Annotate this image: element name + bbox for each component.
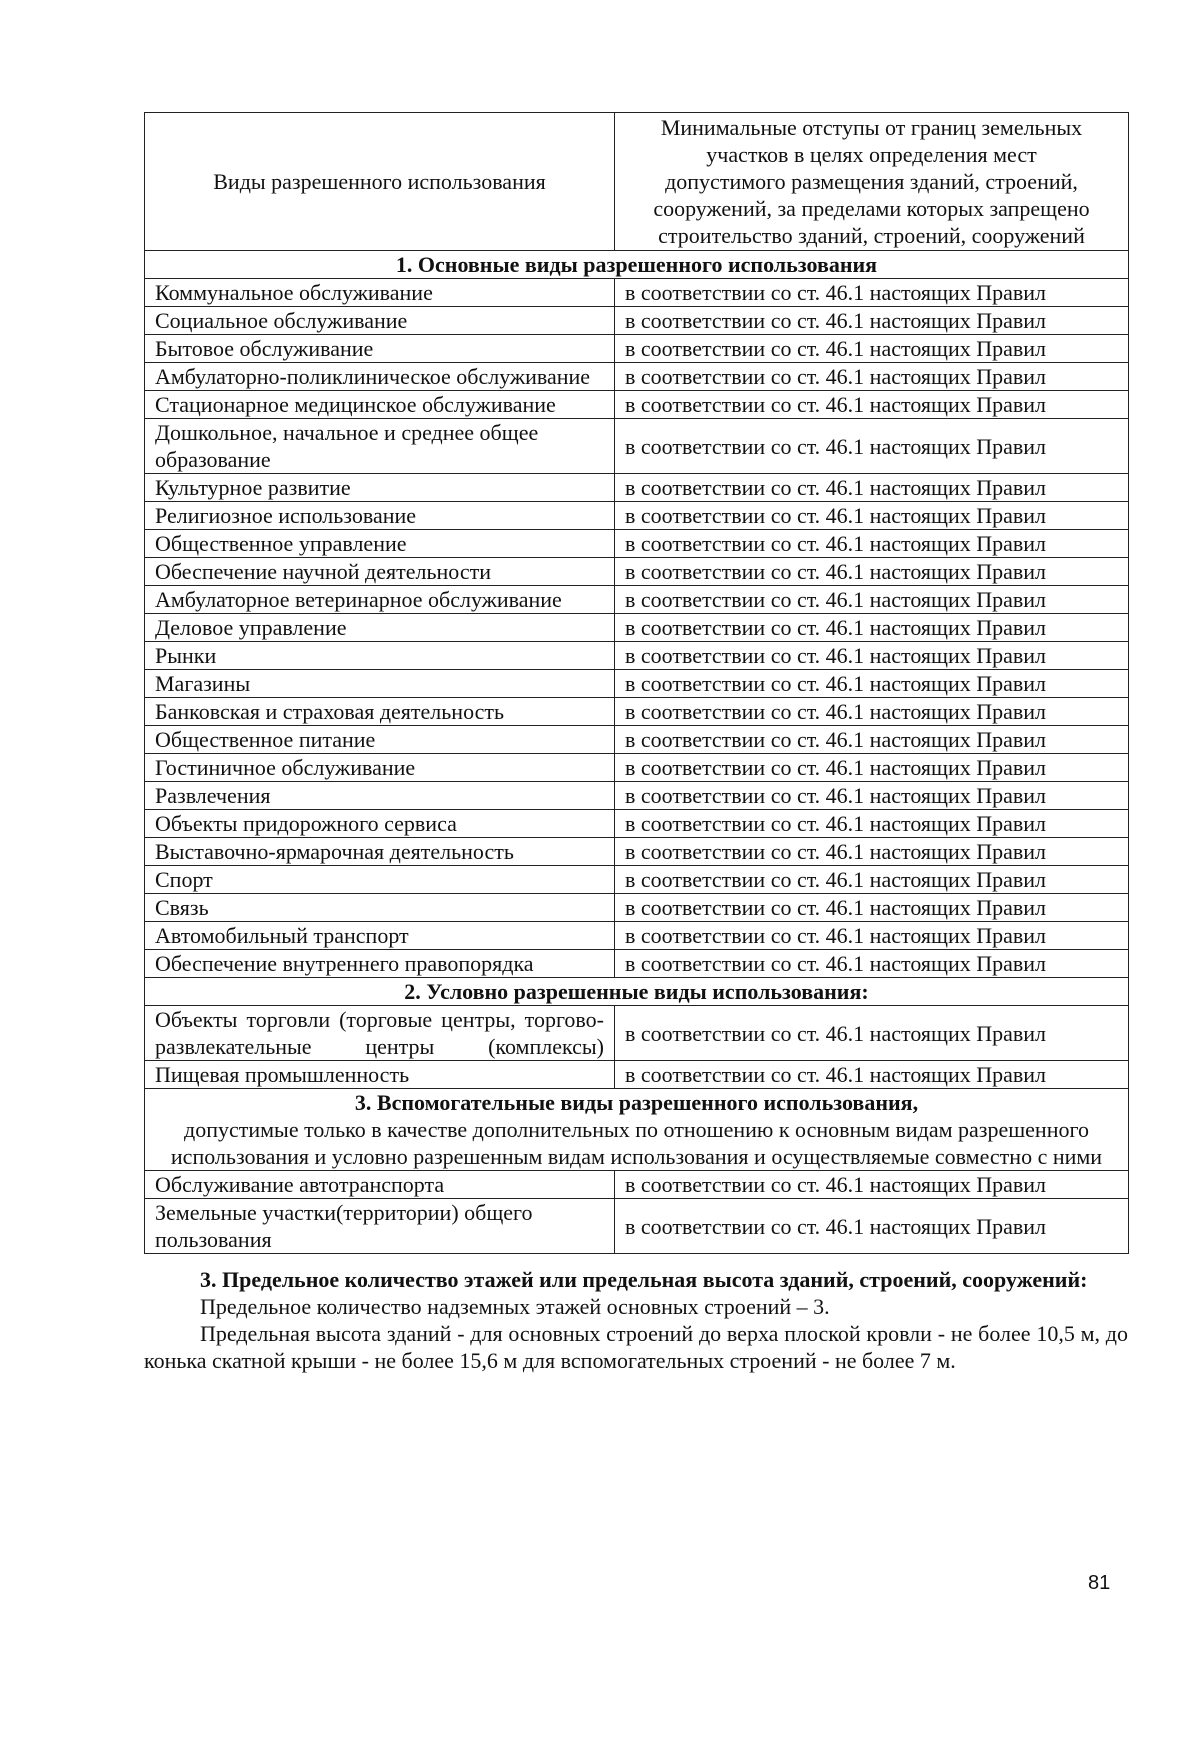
setback-cell: в соответствии со ст. 46.1 настоящих Правил: [615, 698, 1129, 726]
use-type-cell: Деловое управление: [145, 614, 615, 642]
table-row: [145, 698, 1129, 726]
table-row: [145, 1199, 1129, 1254]
use-type-cell: Социальное обслуживание: [145, 307, 615, 335]
setback-cell: в соответствии со ст. 46.1 настоящих Правил: [615, 782, 1129, 810]
paragraph: Предельное количество надземных этажей основных строений – 3.: [200, 1294, 830, 1319]
header-col-setbacks: [615, 113, 1129, 251]
table-row: [145, 391, 1129, 419]
paragraph: Предельная высота зданий - для основных строений до верха плоской кровли - не более 10,5 м, до конька скатной крыши - не более 15,6 м для вспомогательных строений - не более 7 м.: [144, 1321, 1128, 1373]
use-type-cell: Дошкольное, начальное и среднее общее образование: [145, 419, 615, 474]
use-type-cell: Религиозное использование: [145, 502, 615, 530]
setback-cell: в соответствии со ст. 46.1 настоящих Правил: [615, 1171, 1129, 1199]
table-row: [145, 419, 1129, 474]
setback-cell: в соответствии со ст. 46.1 настоящих Правил: [615, 335, 1129, 363]
use-type-cell: Спорт: [145, 866, 615, 894]
use-type-cell: Коммунальное обслуживание: [145, 279, 615, 307]
setback-cell: в соответствии со ст. 46.1 настоящих Правил: [615, 838, 1129, 866]
setback-cell: в соответствии со ст. 46.1 настоящих Правил: [615, 810, 1129, 838]
use-type-cell: Обеспечение внутреннего правопорядка: [145, 950, 615, 978]
setback-cell: в соответствии со ст. 46.1 настоящих Правил: [615, 922, 1129, 950]
section3-subtitle: допустимые только в качестве дополнительных по отношению к основным видам разрешенного использования и условно разрешенным видам использования и осуществляемые совместно с ними: [170, 1117, 1103, 1169]
use-type-cell: Общественное управление: [145, 530, 615, 558]
section1-rows: [145, 279, 1129, 978]
table-row: [145, 502, 1129, 530]
table-row: [145, 586, 1129, 614]
header-col-use-type: Виды разрешенного использования: [145, 113, 615, 251]
header-line: допустимого размещения зданий, строений,: [665, 169, 1078, 194]
section3-title: 3. Вспомогательные виды разрешенного использования,: [354, 1090, 919, 1115]
use-type-cell: Связь: [145, 894, 615, 922]
header-line: участков в целях определения мест: [706, 142, 1037, 167]
use-type-cell: Гостиничное обслуживание: [145, 754, 615, 782]
page-number: 81: [1088, 1572, 1111, 1594]
table-row: [145, 894, 1129, 922]
table-row: [145, 474, 1129, 502]
section3-title-cell: [145, 1089, 1129, 1171]
setback-cell: в соответствии со ст. 46.1 настоящих Правил: [615, 363, 1129, 391]
setback-cell: в соответствии со ст. 46.1 настоящих Правил: [615, 279, 1129, 307]
table-header-row: [145, 113, 1129, 251]
setback-cell: в соответствии со ст. 46.1 настоящих Правил: [615, 419, 1129, 474]
table-row: [145, 1006, 1129, 1061]
setback-cell: в соответствии со ст. 46.1 настоящих Правил: [615, 614, 1129, 642]
use-type-cell: Магазины: [145, 670, 615, 698]
header-line: строительство зданий, строений, сооружений: [658, 223, 1085, 248]
table-row: [145, 950, 1129, 978]
table-row: [145, 670, 1129, 698]
setback-cell: в соответствии со ст. 46.1 настоящих Правил: [615, 558, 1129, 586]
use-type-cell: Культурное развитие: [145, 474, 615, 502]
table-row: [145, 642, 1129, 670]
table-row: [145, 810, 1129, 838]
setback-cell: в соответствии со ст. 46.1 настоящих Правил: [615, 502, 1129, 530]
permitted-use-table: [144, 112, 1129, 1254]
section1-title: 1. Основные виды разрешенного использования: [145, 251, 1129, 279]
table-row: [145, 1061, 1129, 1089]
table-row: [145, 866, 1129, 894]
use-type-cell: Рынки: [145, 642, 615, 670]
setback-cell: в соответствии со ст. 46.1 настоящих Правил: [615, 586, 1129, 614]
setback-cell: в соответствии со ст. 46.1 настоящих Правил: [615, 1199, 1129, 1254]
table-row: [145, 726, 1129, 754]
table-row: [145, 558, 1129, 586]
setback-cell: в соответствии со ст. 46.1 настоящих Правил: [615, 754, 1129, 782]
section2-title: 2. Условно разрешенные виды использования:: [145, 978, 1129, 1006]
table-row: [145, 279, 1129, 307]
use-type-cell: Выставочно-ярмарочная деятельность: [145, 838, 615, 866]
table-row: [145, 782, 1129, 810]
height-limits-heading: 3. Предельное количество этажей или предельная высота зданий, строений, сооружений:: [200, 1267, 1088, 1292]
setback-cell: в соответствии со ст. 46.1 настоящих Правил: [615, 1006, 1129, 1061]
use-type-cell: Земельные участки(территории) общего пользования: [145, 1199, 615, 1254]
table-row: [145, 307, 1129, 335]
use-type-cell: Объекты торговли (торговые центры, торгово-развлекательные центры (комплексы): [145, 1006, 615, 1061]
table-row: [145, 838, 1129, 866]
use-type-cell: Обслуживание автотранспорта: [145, 1171, 615, 1199]
setback-cell: в соответствии со ст. 46.1 настоящих Правил: [615, 307, 1129, 335]
setback-cell: в соответствии со ст. 46.1 настоящих Правил: [615, 474, 1129, 502]
use-type-cell: Общественное питание: [145, 726, 615, 754]
table-row: [145, 530, 1129, 558]
use-type-cell: Пищевая промышленность: [145, 1061, 615, 1089]
setback-cell: в соответствии со ст. 46.1 настоящих Правил: [615, 950, 1129, 978]
section-title-row: [145, 1089, 1129, 1171]
section2-rows: [145, 1006, 1129, 1089]
document-page: [144, 112, 1128, 1374]
use-type-cell: Амбулаторно-поликлиническое обслуживание: [145, 363, 615, 391]
header-line: сооружений, за пределами которых запрещено: [653, 196, 1090, 221]
setback-cell: в соответствии со ст. 46.1 настоящих Правил: [615, 866, 1129, 894]
use-type-cell: Стационарное медицинское обслуживание: [145, 391, 615, 419]
setback-cell: в соответствии со ст. 46.1 настоящих Правил: [615, 670, 1129, 698]
table-row: [145, 922, 1129, 950]
section3-rows: [145, 1171, 1129, 1254]
setback-cell: в соответствии со ст. 46.1 настоящих Правил: [615, 726, 1129, 754]
use-type-cell: Амбулаторное ветеринарное обслуживание: [145, 586, 615, 614]
use-type-cell: Обеспечение научной деятельности: [145, 558, 615, 586]
use-type-cell: Банковская и страховая деятельность: [145, 698, 615, 726]
table-row: [145, 614, 1129, 642]
setback-cell: в соответствии со ст. 46.1 настоящих Правил: [615, 391, 1129, 419]
setback-cell: в соответствии со ст. 46.1 настоящих Правил: [615, 894, 1129, 922]
setback-cell: в соответствии со ст. 46.1 настоящих Правил: [615, 642, 1129, 670]
use-type-cell: Объекты придорожного сервиса: [145, 810, 615, 838]
section-title-row: [145, 978, 1129, 1006]
setback-cell: в соответствии со ст. 46.1 настоящих Правил: [615, 1061, 1129, 1089]
table-row: [145, 363, 1129, 391]
table-row: [145, 335, 1129, 363]
use-type-cell: Автомобильный транспорт: [145, 922, 615, 950]
use-type-cell: Бытовое обслуживание: [145, 335, 615, 363]
section-title-row: [145, 251, 1129, 279]
use-type-cell: Развлечения: [145, 782, 615, 810]
setback-cell: в соответствии со ст. 46.1 настоящих Правил: [615, 530, 1129, 558]
table-row: [145, 754, 1129, 782]
table-row: [145, 1171, 1129, 1199]
header-line: Минимальные отступы от границ земельных: [660, 115, 1083, 140]
